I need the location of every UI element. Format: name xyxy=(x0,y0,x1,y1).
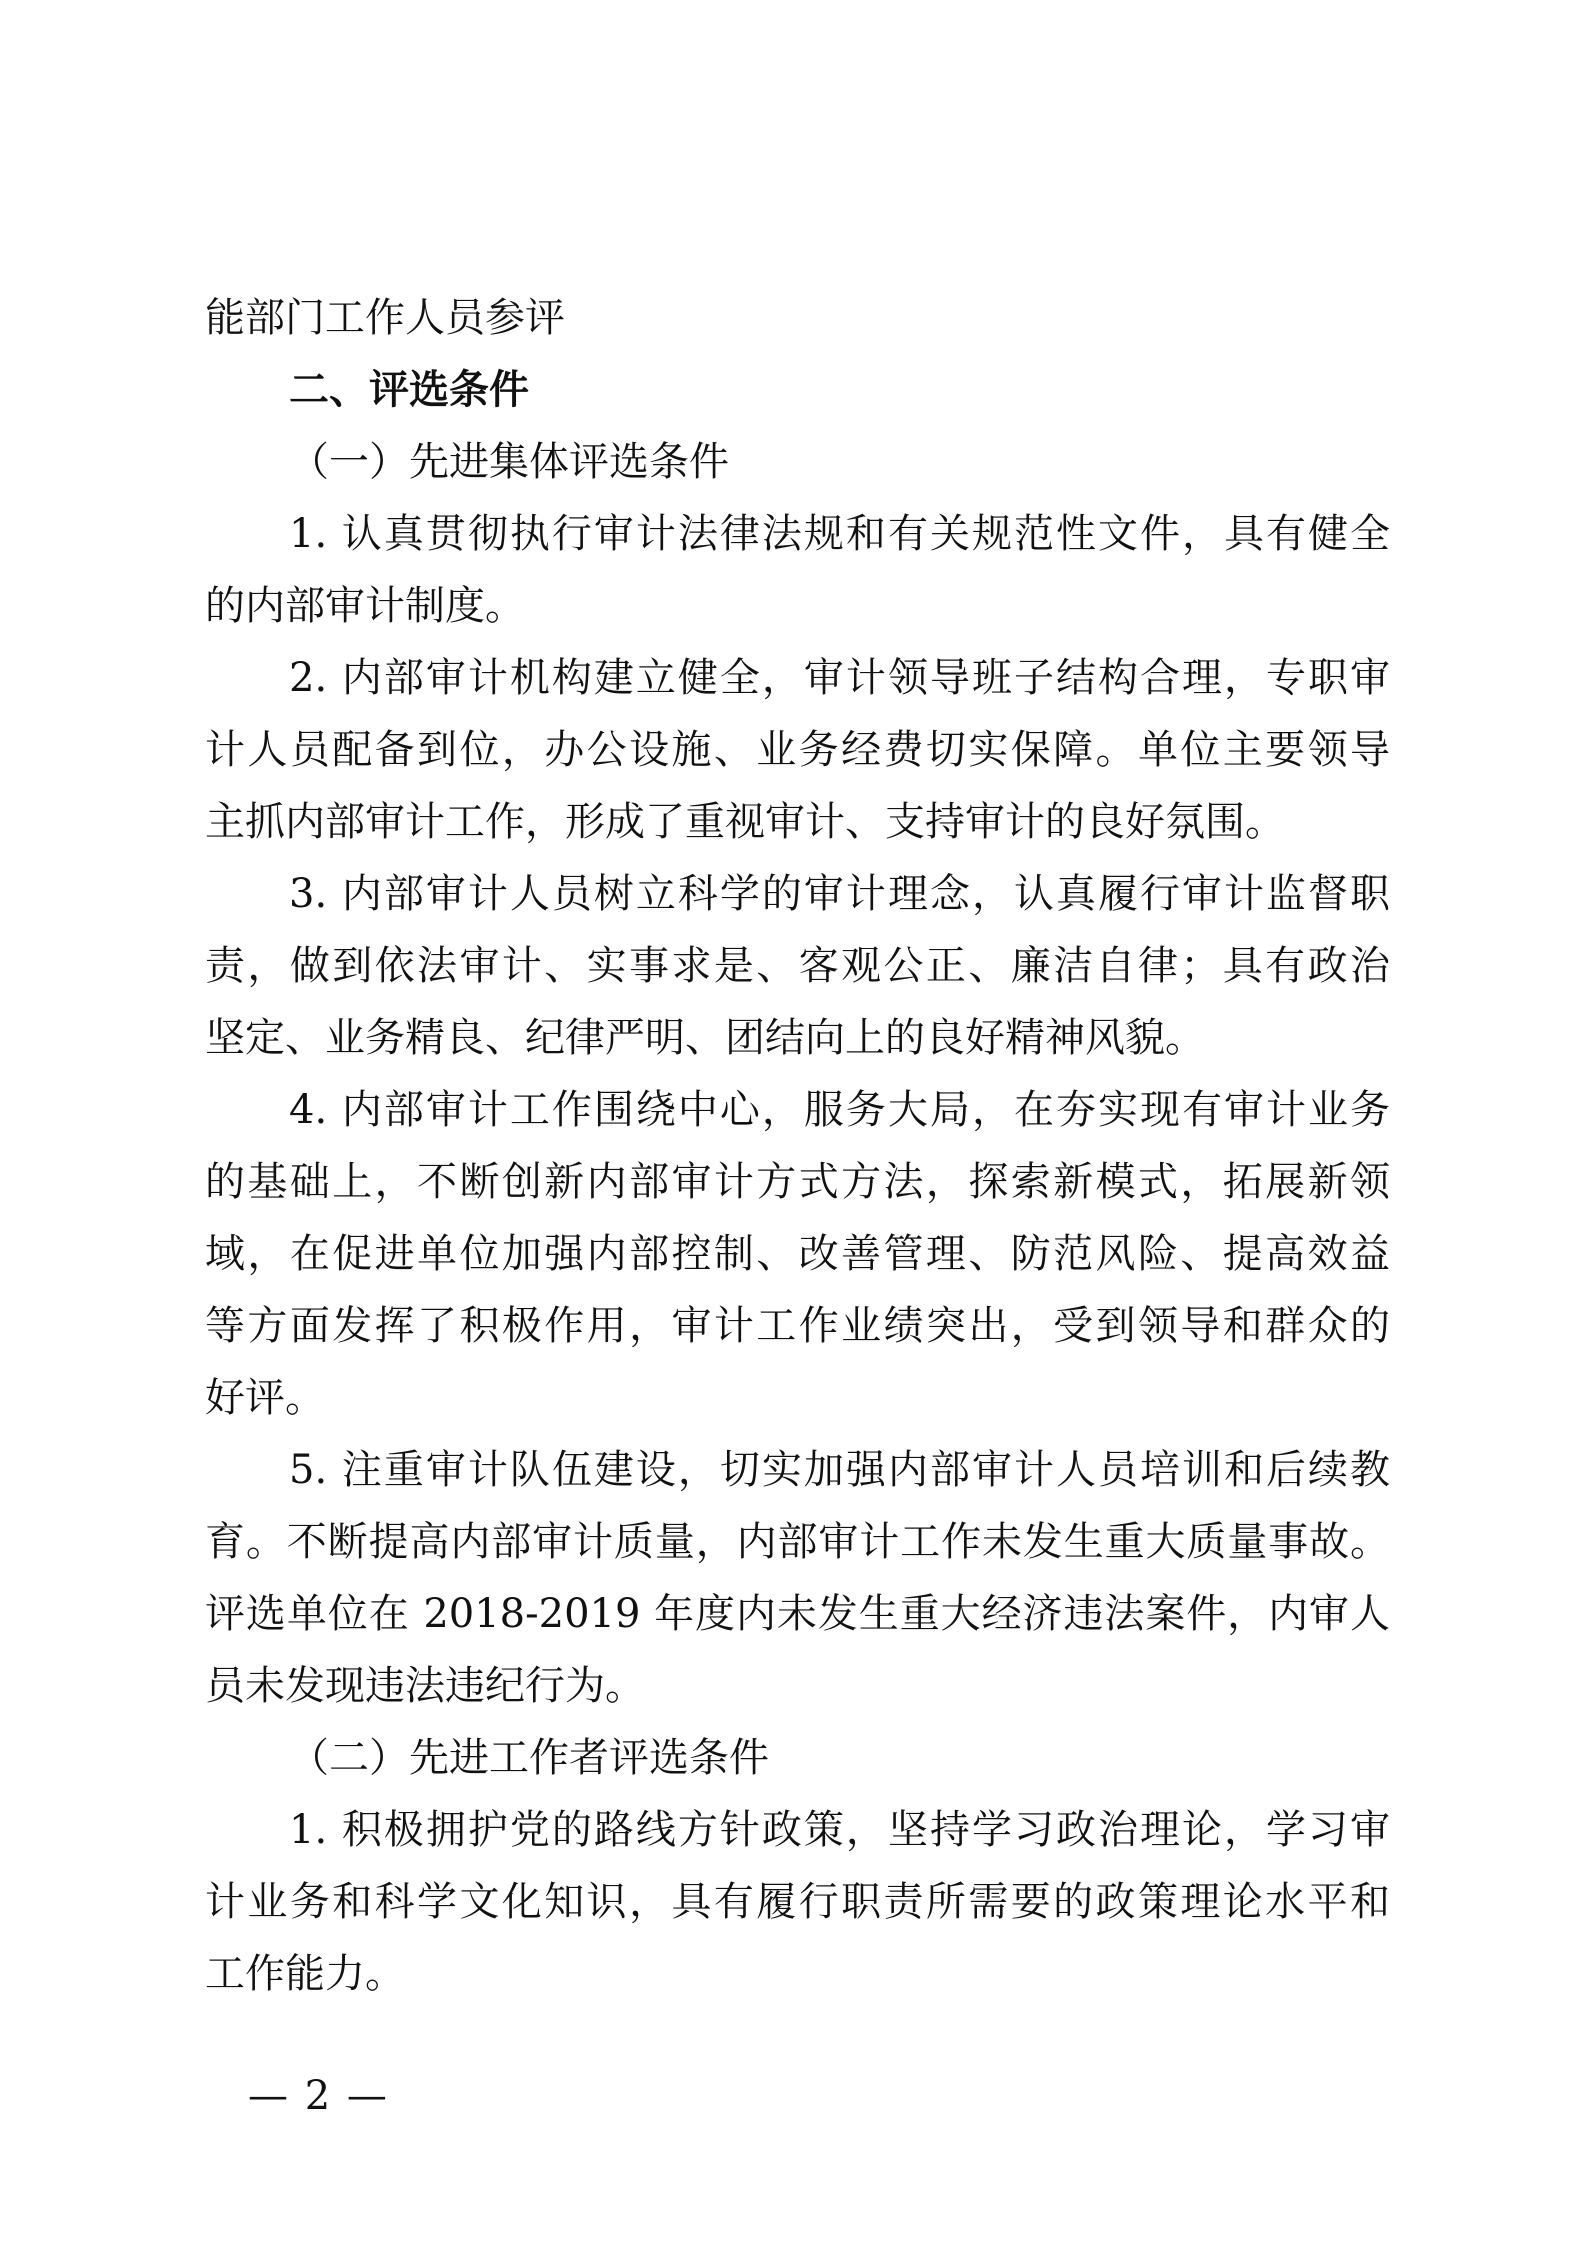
body-line: 的内部审计制度。 xyxy=(205,583,525,629)
body-line: 能部门工作人员参评 xyxy=(205,295,565,341)
body-line: 计业务和科学文化知识，具有履行职责所需要的政策理论水平和 xyxy=(205,1879,1390,1925)
body-line: 5. 注重审计队伍建设，切实加强内部审计人员培训和后续教 xyxy=(289,1447,1390,1493)
body-line: 工作能力。 xyxy=(205,1951,405,1997)
body-line: 主抓内部审计工作，形成了重视审计、支持审计的良好氛围。 xyxy=(205,799,1285,845)
document-body xyxy=(205,282,1390,2010)
body-line: 的基础上，不断创新内部审计方式方法，探索新模式，拓展新领 xyxy=(205,1159,1390,1205)
subsection-heading: （二）先进工作者评选条件 xyxy=(289,1735,769,1781)
body-line: 计人员配备到位，办公设施、业务经费切实保障。单位主要领导 xyxy=(205,727,1390,773)
body-line: 责，做到依法审计、实事求是、客观公正、廉洁自律；具有政治 xyxy=(205,943,1390,989)
body-line: 好评。 xyxy=(205,1375,325,1421)
body-line: 等方面发挥了积极作用，审计工作业绩突出，受到领导和群众的 xyxy=(205,1303,1390,1349)
body-line: 1. 积极拥护党的路线方针政策，坚持学习政治理论，学习审 xyxy=(289,1807,1390,1853)
body-line: 1. 认真贯彻执行审计法律法规和有关规范性文件，具有健全 xyxy=(289,511,1390,557)
body-line: 员未发现违法违纪行为。 xyxy=(205,1663,645,1709)
subsection-heading: （一）先进集体评选条件 xyxy=(289,439,729,485)
body-line: 育。不断提高内部审计质量，内部审计工作未发生重大质量事故。 xyxy=(205,1519,1390,1565)
body-line: 3. 内部审计人员树立科学的审计理念，认真履行审计监督职 xyxy=(289,871,1390,917)
body-line: 评选单位在 2018-2019 年度内未发生重大经济违法案件，内审人 xyxy=(205,1591,1390,1637)
body-line: 坚定、业务精良、纪律严明、团结向上的良好精神风貌。 xyxy=(205,1015,1205,1061)
section-heading: 二、评选条件 xyxy=(289,367,529,413)
body-line: 域，在促进单位加强内部控制、改善管理、防范风险、提高效益 xyxy=(205,1231,1390,1277)
body-line: 4. 内部审计工作围绕中心，服务大局，在夯实现有审计业务 xyxy=(289,1087,1390,1133)
page-number: — 2 — xyxy=(248,2073,389,2119)
body-line: 2. 内部审计机构建立健全，审计领导班子结构合理，专职审 xyxy=(289,655,1390,701)
